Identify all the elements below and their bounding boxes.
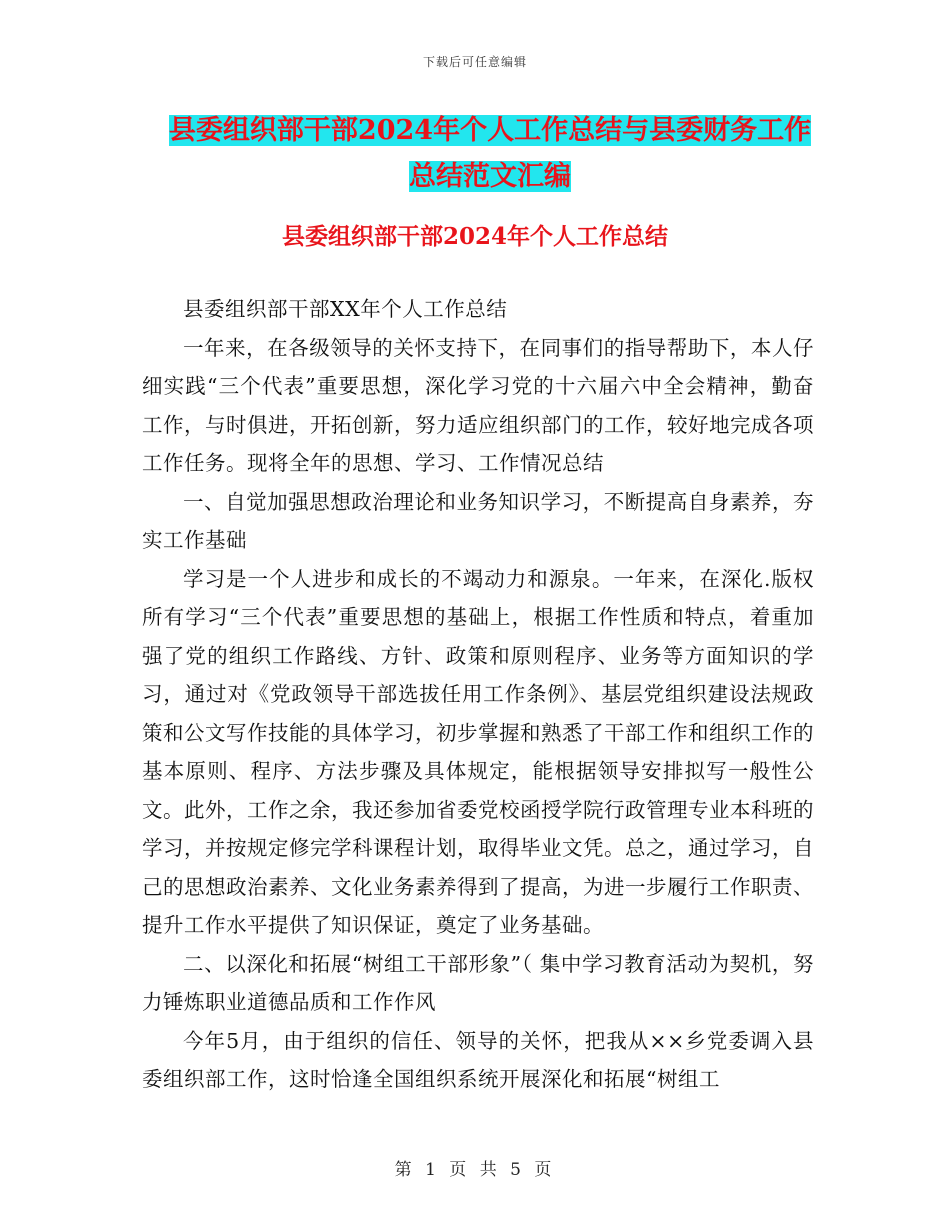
paragraph: 一、自觉加强思想政治理论和业务知识学习，不断提高自身素养，夯实工作基础 (142, 489, 814, 552)
document-title-line-2: 总结范文汇编 (409, 161, 571, 192)
page-footer: 第 1 页 共 5 页 (394, 1160, 556, 1180)
paragraph: 一年来，在各级领导的关怀支持下，在同事们的指导帮助下，本人仔细实践“三个代表”重要思想，深化学习党的十六届六中全会精神，勤奋工作，与时俱进，开拓创新，努力适应组织部门的工作，较好地完成各项工作任务。现将全年的思想、学习、工作情况总结 (142, 335, 814, 475)
paragraph: 今年5月，由于组织的信任、领导的关怀，把我从××乡党委调入县委组织部工作，这时恰逢全国组织系统开展深化和拓展“树组工 (142, 1028, 814, 1091)
body-text (142, 290, 814, 1099)
paragraph: 二、以深化和拓展“树组工干部形象”（ 集中学习教育活动为契机，努力锤炼职业道德品质和工作作风 (142, 951, 814, 1014)
section-title: 县委组织部干部2024年个人工作总结 (281, 223, 668, 250)
header-note: 下载后可任意编辑 (422, 55, 527, 69)
document-title (140, 108, 840, 200)
document-title-line-1: 县委组织部干部2024年个人工作总结与县委财务工作 (168, 115, 812, 146)
paragraph: 县委组织部干部XX年个人工作总结 (183, 297, 508, 321)
paragraph: 学习是一个人进步和成长的不竭动力和源泉。一年来，在深化.版权所有学习“三个代表”重要思想的基础上，根据工作性质和特点，着重加强了党的组织工作路线、方针、政策和原则程序、业务等方面知识的学习，通过对《党政领导干部选拔任用工作条例》、基层党组织建设法规政策和公文写作技能的具体学习，初步掌握和熟悉了干部工作和组织工作的基本原则、程序、方法步骤及具体规定，能根据领导安排拟写一般性公文。此外，工作之余，我还参加省委党校函授学院行政管理专业本科班的学习，并按规定修完学科课程计划，取得毕业文凭。总之，通过学习，自己的思想政治素养、文化业务素养得到了提高，为进一步履行工作职责、提升工作水平提供了知识保证，奠定了业务基础。 (142, 566, 814, 937)
